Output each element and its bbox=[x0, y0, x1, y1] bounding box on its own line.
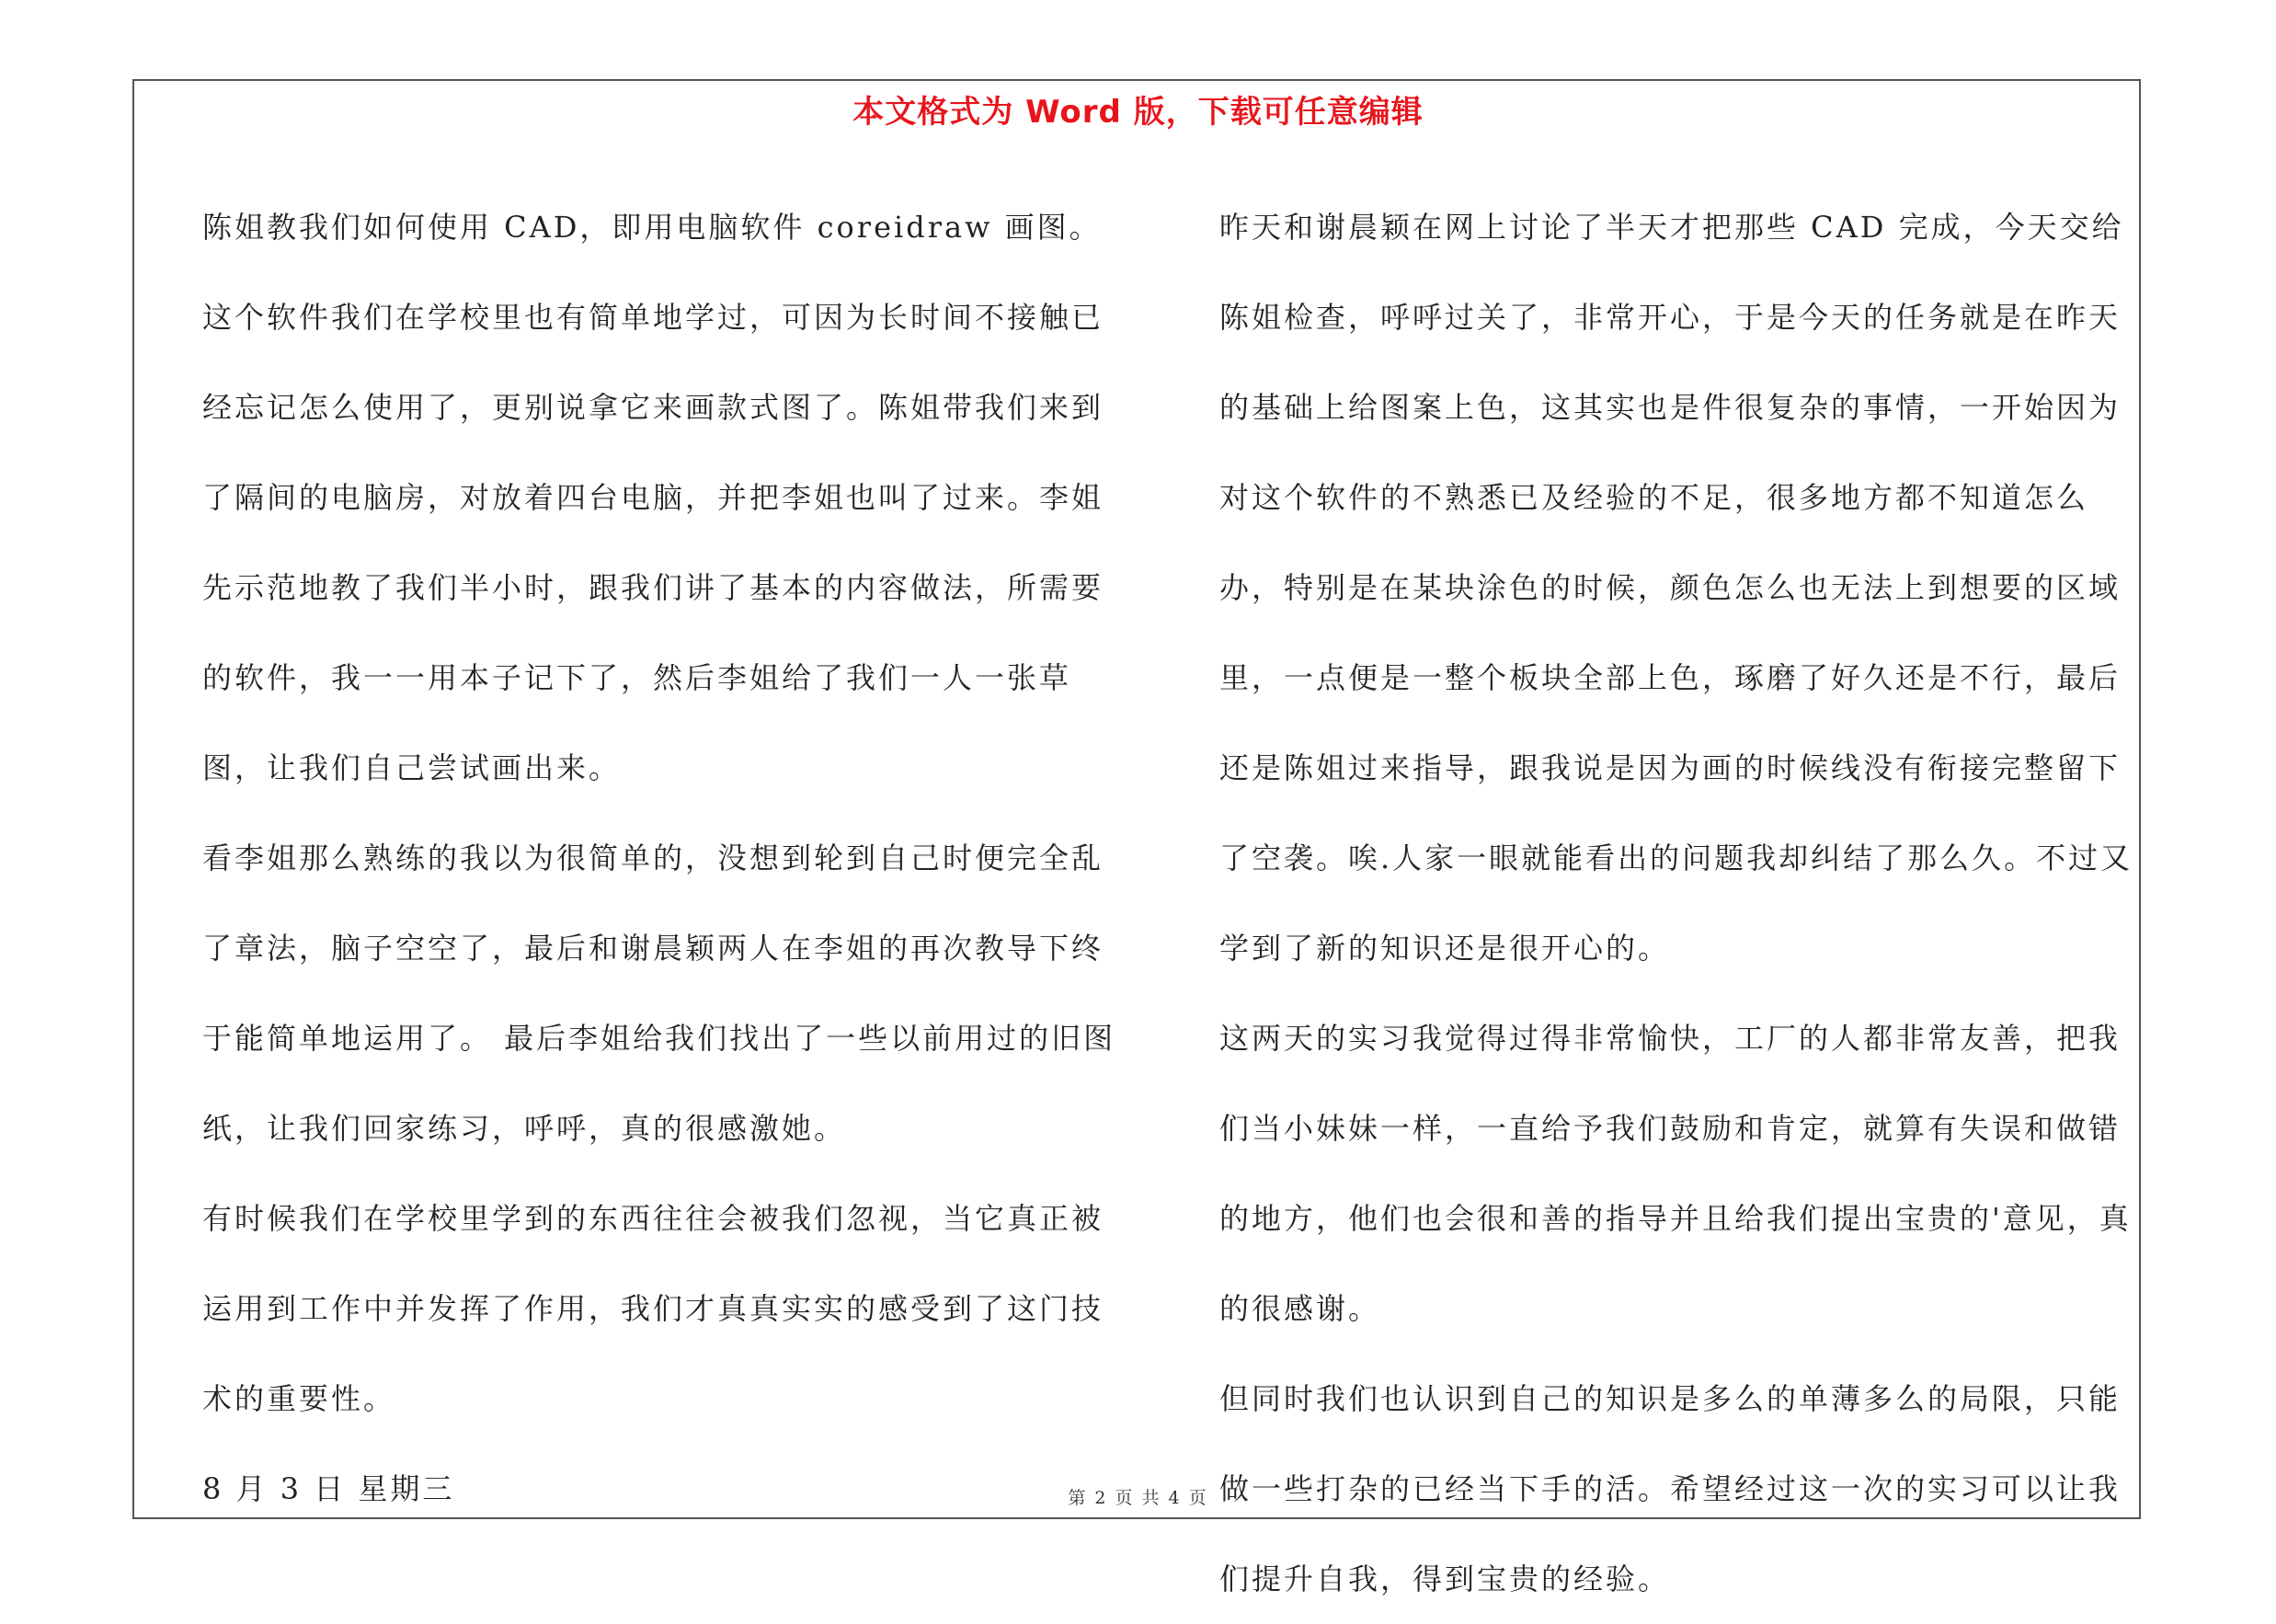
paragraph: 这两天的实习我觉得过得非常愉快，工厂的人都非常友善，把我们当小妹妹一样，一直给予我们鼓励和肯定，就算有失误和做错的地方，他们也会很和善的指导并且给我们提出宝贵的'意见，真的很感谢。 bbox=[1219, 1021, 2132, 1326]
date-heading: 8 月 3 日 星期三 bbox=[202, 1471, 455, 1506]
word-format-banner: 本文格式为 Word 版，下载可任意编辑 bbox=[852, 94, 1424, 131]
page-number-footer: 第 2 页 共 4 页 bbox=[1068, 1488, 1208, 1508]
paragraph: 但同时我们也认识到自己的知识是多么的单薄多么的局限，只能做一些打杂的已经当下手的活。希望经过这一次的实习可以让我们提升自我，得到宝贵的经验。 bbox=[1219, 1381, 2122, 1596]
right-text-column bbox=[1219, 182, 2141, 1596]
paragraph: 看李姐那么熟练的我以为很简单的，没想到轮到自己时便完全乱了章法，脑子空空了，最后和谢晨颖两人在李姐的再次教导下终于能简单地运用了。 最后李姐给我们找出了一些以前用过的旧图纸，让我们回家练习，呼呼，真的很感激她。 bbox=[202, 841, 1116, 1146]
paragraph: 有时候我们在学校里学到的东西往往会被我们忽视，当它真正被运用到工作中并发挥了作用，我们才真真实实的感受到了这门技术的重要性。 bbox=[202, 1201, 1104, 1416]
left-text-column bbox=[202, 182, 1133, 1506]
paragraph: 陈姐教我们如何使用 CAD，即用电脑软件 coreidraw 画图。这个软件我们在学校里也有简单地学过，可因为长时间不接触已经忘记怎么使用了，更别说拿它来画款式图了。陈姐带我们来到了隔间的电脑房，对放着四台电脑，并把李姐也叫了过来。李姐先示范地教了我们半小时，跟我们讲了基本的内容做法，所需要的软件，我一一用本子记下了，然后李姐给了我们一人一张草图，让我们自己尝试画出来。 bbox=[202, 210, 1104, 785]
paragraph: 昨天和谢晨颖在网上讨论了半天才把那些 CAD 完成，今天交给陈姐检查，呼呼过关了，非常开心，于是今天的任务就是在昨天的基础上给图案上色，这其实也是件很复杂的事情，一开始因为对这个软件的不熟悉已及经验的不足，很多地方都不知道怎么办，特别是在某块涂色的时候，颜色怎么也无法上到想要的区域里，一点便是一整个板块全部上色，琢磨了好久还是不行，最后还是陈姐过来指导，跟我说是因为画的时候线没有衔接完整留下了空袭。唉.人家一眼就能看出的问题我却纠结了那么久。不过又学到了新的知识还是很开心的。 bbox=[1219, 210, 2133, 966]
